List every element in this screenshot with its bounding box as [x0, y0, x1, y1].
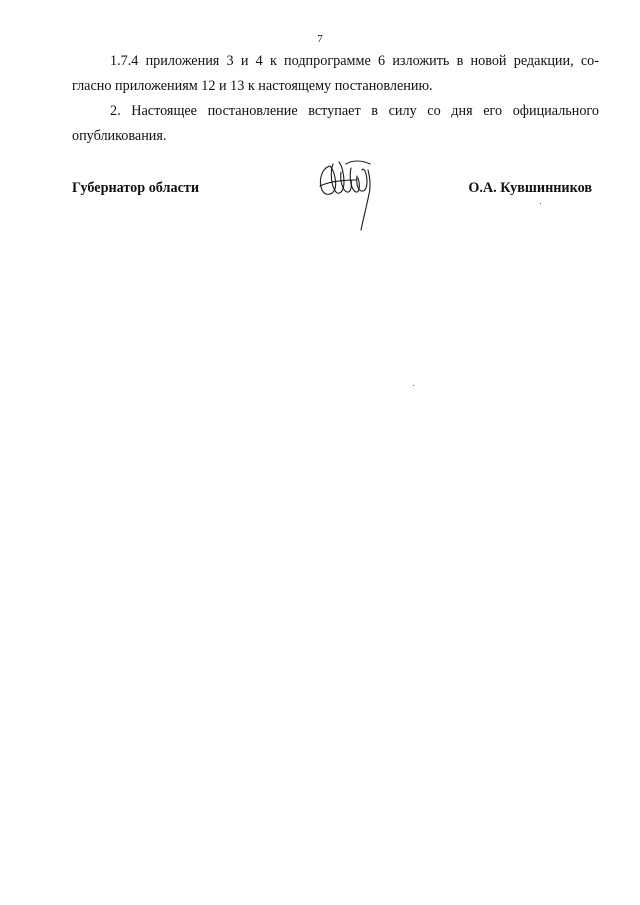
paragraph-effective-date: [72, 99, 599, 149]
handwritten-signature: [316, 156, 386, 238]
paragraph-line: 1.7.4 приложения 3 и 4 к подпрограмме 6 изложить в новой редакции, со-: [110, 53, 599, 69]
scan-speck: [413, 385, 414, 386]
signature-block: [72, 178, 592, 248]
scan-speck: [540, 203, 541, 204]
page-number: 7: [317, 33, 323, 45]
signatory-name: О.А. Кувшинников: [468, 180, 592, 196]
paragraph-amendment: [72, 49, 599, 99]
paragraph-line: 2. Настоящее постановление вступает в силу со дня его официального: [110, 103, 599, 119]
paragraph-line: гласно приложениям 12 и 13 к настоящему постановлению.: [72, 78, 433, 94]
paragraph-line: опубликования.: [72, 128, 167, 144]
signatory-title: Губернатор области: [72, 180, 200, 196]
